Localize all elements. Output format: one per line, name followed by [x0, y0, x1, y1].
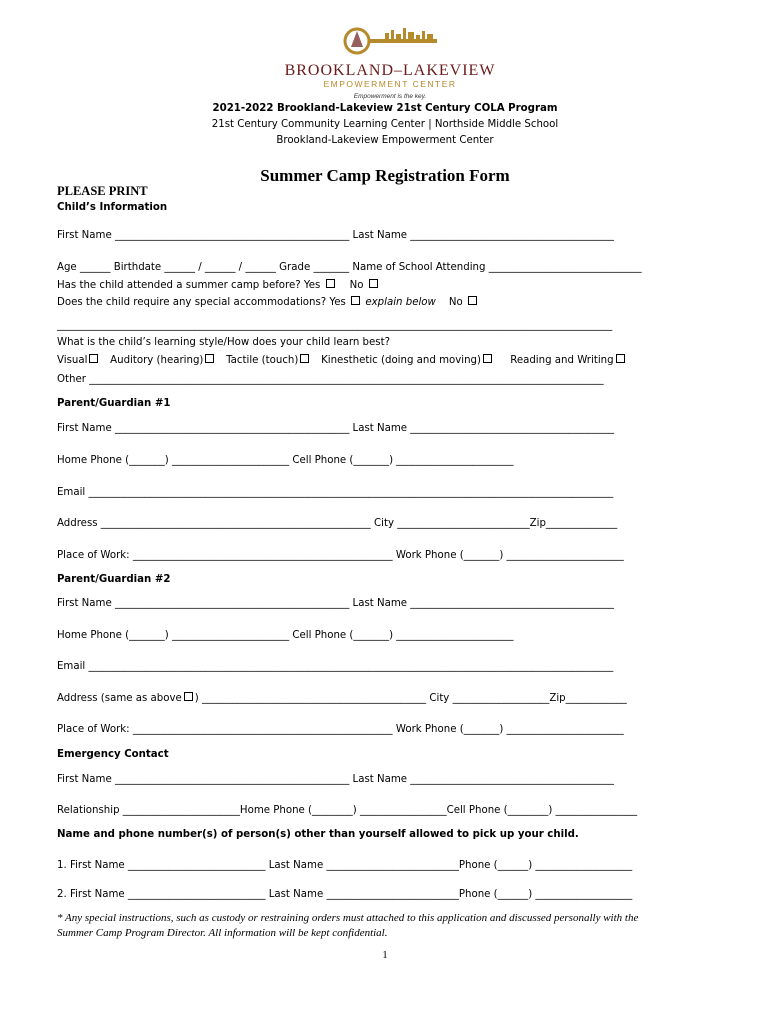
camp-yes-checkbox[interactable]: [326, 279, 335, 288]
emergency-heading: Emergency Contact: [57, 749, 169, 760]
guardian1-email-field[interactable]: Email _______________________________________________________________________________________________________: [57, 487, 614, 498]
organization-logo: [285, 25, 495, 105]
child-age-birthdate-field[interactable]: Age ______ Birthdate ______ / ______ / ______ Grade _______ Name of School Attending ______________________________: [57, 262, 642, 273]
logo-graphic: [285, 25, 495, 105]
same-address-checkbox[interactable]: [184, 692, 193, 701]
footnote-line-1: * Any special instructions, such as custody or restraining orders must attached to this application and discussed personally with the: [57, 912, 639, 924]
accom-yes-checkbox[interactable]: [351, 296, 360, 305]
program-subtitle: 21st Century Community Learning Center | Northside Middle School: [211, 119, 559, 130]
guardian2-address-field[interactable]: Address (same as above ) ____________________________________________ City ___________________Zip____________: [57, 693, 627, 704]
tactile-checkbox[interactable]: [300, 354, 309, 363]
visual-checkbox[interactable]: [89, 354, 98, 363]
logo-subtitle: EMPOWERMENT CENTER: [323, 79, 457, 89]
please-print-label: PLEASE PRINT: [57, 184, 148, 198]
learning-style-other-field[interactable]: Other _____________________________________________________________________________________________________: [57, 374, 604, 385]
learning-style-question: What is the child’s learning style/How does your child learn best?: [57, 337, 391, 348]
accommodations-explain-field[interactable]: _____________________________________________________________________________________________________________: [57, 320, 613, 331]
child-info-heading: Child’s Information: [57, 202, 168, 213]
guardian1-name-field[interactable]: First Name ______________________________________________ Last Name ________________________________________: [57, 423, 615, 434]
auditory-checkbox[interactable]: [205, 354, 214, 363]
program-organization: Brookland-Lakeview Empowerment Center: [276, 135, 494, 146]
kinesthetic-checkbox[interactable]: [483, 354, 492, 363]
accom-no-checkbox[interactable]: [468, 296, 477, 305]
guardian1-phone-field[interactable]: Home Phone (_______) _______________________ Cell Phone (_______) _______________________: [57, 455, 514, 466]
guardian1-work-field[interactable]: Place of Work: ___________________________________________________ Work Phone (_______) _______________________: [57, 550, 624, 561]
logo-wordmark: BROOKLAND–LAKEVIEW: [285, 62, 495, 79]
camp-no-checkbox[interactable]: [369, 279, 378, 288]
guardian2-work-field[interactable]: Place of Work: ___________________________________________________ Work Phone (_______) _______________________: [57, 724, 624, 735]
guardian2-name-field[interactable]: First Name ______________________________________________ Last Name ________________________________________: [57, 598, 615, 609]
child-name-field[interactable]: First Name ______________________________________________ Last Name ________________________________________: [57, 230, 615, 241]
guardian2-phone-field[interactable]: Home Phone (_______) _______________________ Cell Phone (_______) _______________________: [57, 630, 514, 641]
pickup-heading: Name and phone number(s) of person(s) other than yourself allowed to pick up your child.: [57, 829, 579, 840]
reading-writing-checkbox[interactable]: [616, 354, 625, 363]
guardian2-email-field[interactable]: Email _______________________________________________________________________________________________________: [57, 661, 614, 672]
footnote-line-2: Summer Camp Program Director. All information will be kept confidential.: [57, 927, 388, 939]
logo-tagline: Empowerment is the key.: [353, 93, 427, 100]
guardian2-heading: Parent/Guardian #2: [57, 574, 171, 585]
accommodations-question: Does the child require any special accommodations? Yes explain below No: [57, 296, 479, 310]
form-title: Summer Camp Registration Form: [260, 166, 510, 185]
pickup-person-1-field[interactable]: 1. First Name ___________________________ Last Name __________________________Phone (______) ___________________: [57, 860, 633, 871]
emergency-name-field[interactable]: First Name ______________________________________________ Last Name ________________________________________: [57, 774, 615, 785]
learning-style-options: Visual Auditory (hearing) Tactile (touch) Kinesthetic (doing and moving) Reading and Writing: [57, 354, 627, 368]
emergency-relationship-field[interactable]: Relationship _______________________Home Phone (________) _________________Cell Phone (________) ________________: [57, 805, 638, 816]
guardian1-address-field[interactable]: Address _____________________________________________________ City __________________________Zip______________: [57, 518, 618, 529]
guardian1-heading: Parent/Guardian #1: [57, 398, 171, 409]
page-number: 1: [382, 949, 388, 961]
pickup-person-2-field[interactable]: 2. First Name ___________________________ Last Name __________________________Phone (______) ___________________: [57, 889, 633, 900]
program-title: 2021-2022 Brookland-Lakeview 21st Century COLA Program: [212, 103, 558, 114]
summer-camp-question: Has the child attended a summer camp before? Yes No: [57, 279, 380, 293]
